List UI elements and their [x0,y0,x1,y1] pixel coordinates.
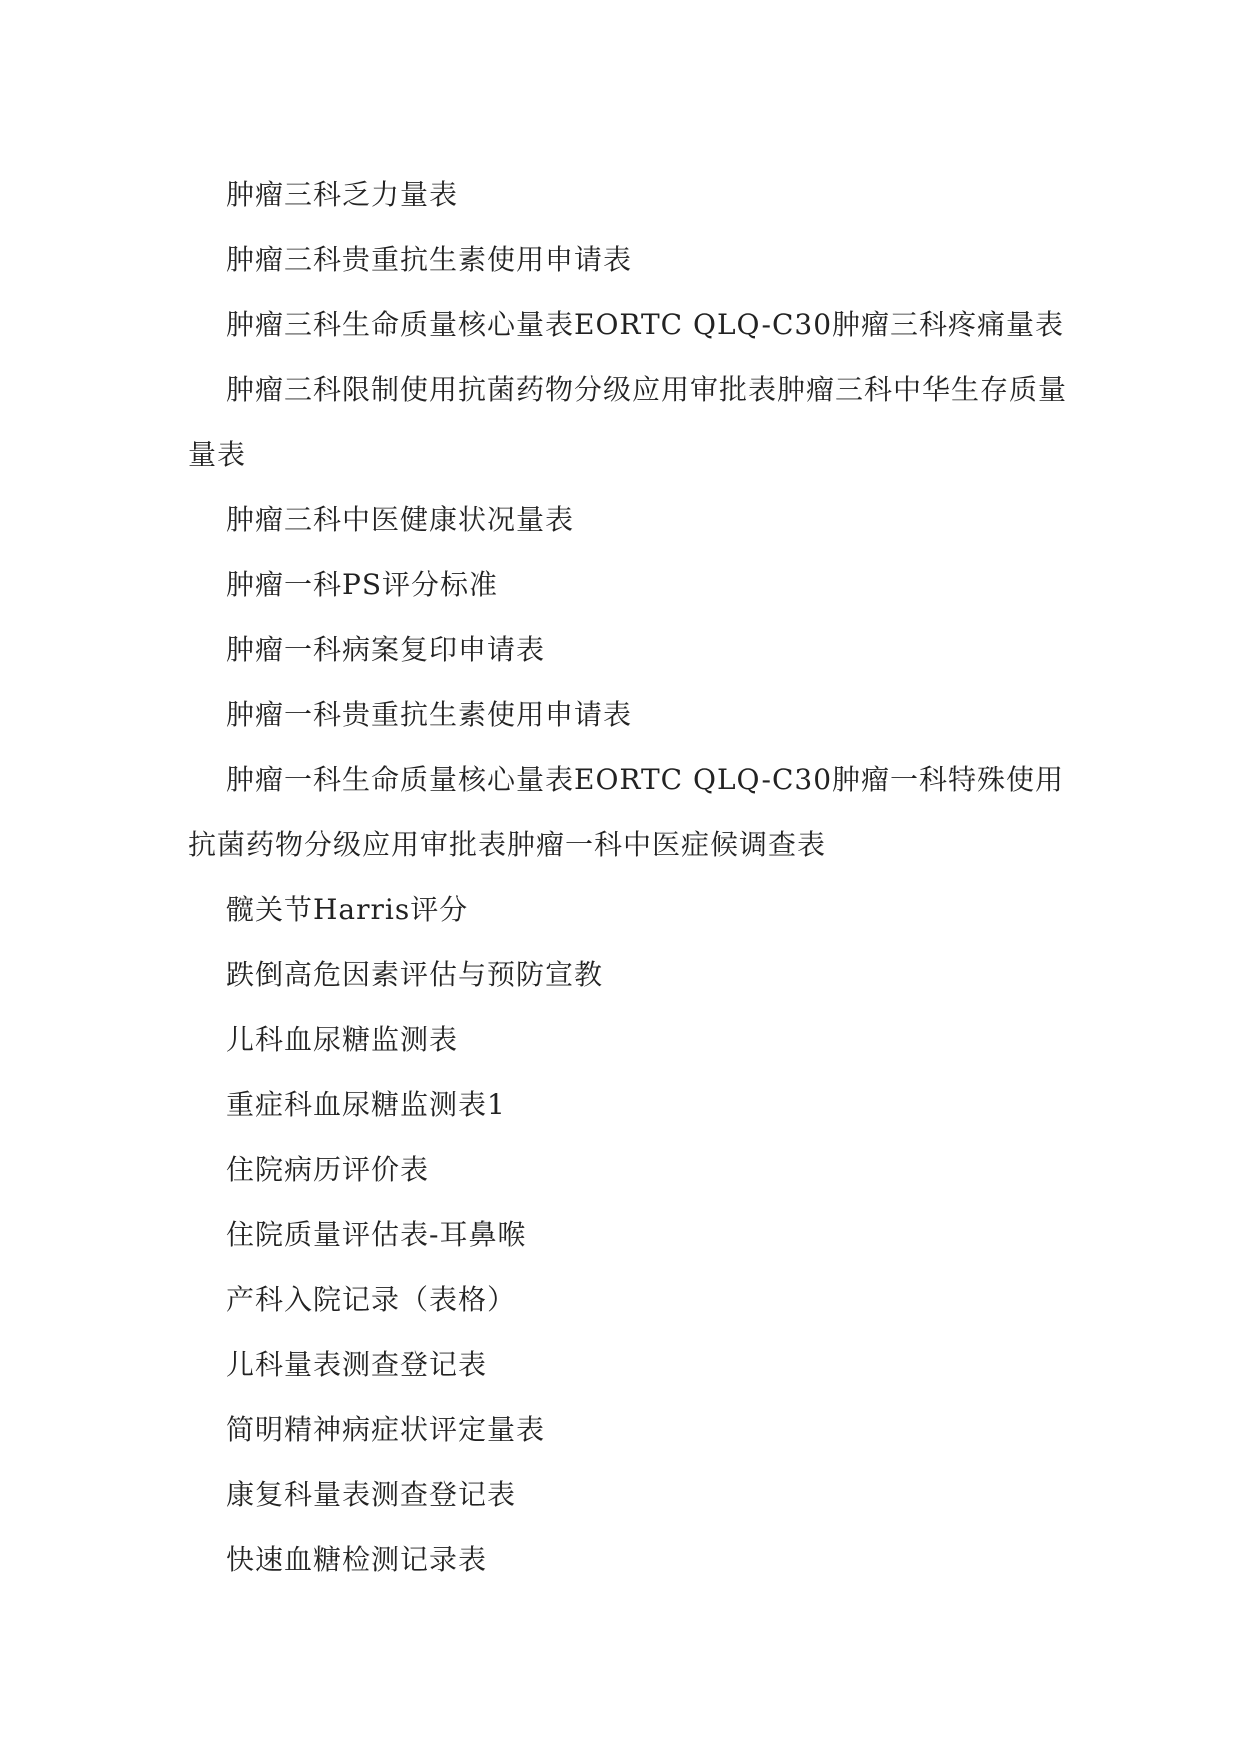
paragraph: 肿瘤三科生命质量核心量表EORTC QLQ-C30肿瘤三科疼痛量表 [226,308,1065,341]
paragraph: 住院质量评估表-耳鼻喉 [226,1218,527,1251]
paragraph: 跌倒高危因素评估与预防宣教 [226,958,604,991]
paragraph: 产科入院记录（表格） [226,1283,517,1316]
paragraph: 简明精神病症状评定量表 [226,1413,546,1446]
paragraph: 重症科血尿糖监测表1 [226,1088,506,1121]
paragraph: 髋关节Harris评分 [226,893,469,926]
paragraph: 肿瘤一科贵重抗生素使用申请表 [226,698,633,731]
paragraph: 肿瘤三科乏力量表 [226,178,459,211]
paragraph: 肿瘤一科PS评分标准 [226,568,499,601]
paragraph: 住院病历评价表 [226,1153,430,1186]
paragraph: 肿瘤三科中医健康状况量表 [226,503,575,536]
paragraph: 儿科量表测查登记表 [226,1348,488,1381]
paragraph: 康复科量表测查登记表 [226,1478,517,1511]
paragraph: 肿瘤一科病案复印申请表 [226,633,546,666]
paragraph: 快速血糖检测记录表 [226,1543,488,1576]
paragraph: 儿科血尿糖监测表 [226,1023,459,1056]
paragraph: 肿瘤三科限制使用抗菌药物分级应用审批表肿瘤三科中华生存质量量表 [188,373,1068,471]
document-body [188,162,1078,1592]
paragraph: 肿瘤一科生命质量核心量表EORTC QLQ-C30肿瘤一科特殊使用抗菌药物分级应用审批表肿瘤一科中医症候调查表 [188,763,1065,861]
paragraph: 肿瘤三科贵重抗生素使用申请表 [226,243,633,276]
